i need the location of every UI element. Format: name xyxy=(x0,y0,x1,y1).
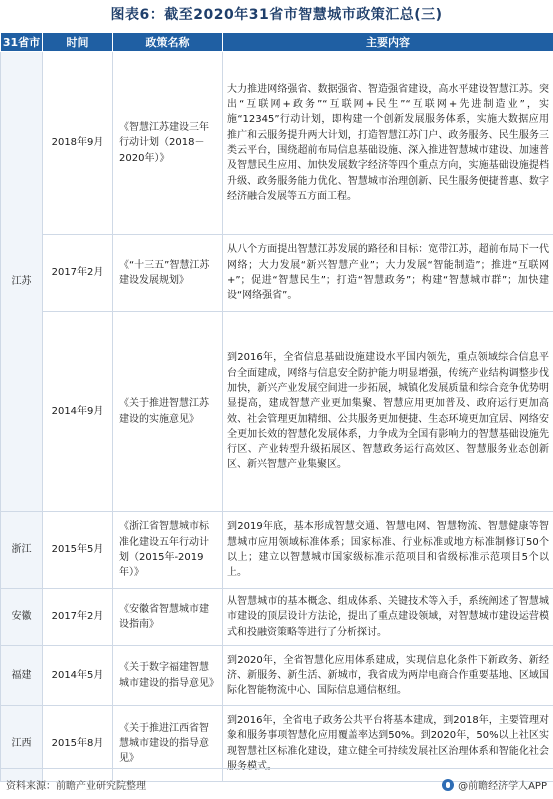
policy-name-cell: 《安徽省智慧城市建设指南》 xyxy=(113,589,223,646)
policy-name-cell: 《浙江省智慧城市标准化建设五年行动计划（2015年-2019年）》 xyxy=(113,512,223,589)
content-cell: 大力推进网络强省、数据强省、智造强省建设，高水平建设智慧江苏。突出“互联网+政务”“互联网+民生”“互联网+先进制造业”，实施“12345”行动计划，即构建一个创新发展服务体系，实施大数据应用推广和云服务提升两大计划，打造智慧江苏门户、政务服务、民生服务三类云平台，围绕超前布局信息基础设施、深入推进智慧城市建设、加速普及智慧民生应用、加快发展数字经济等四个重点方向，实施基础设施提档升级、政务服务能力优化、智慧城市治理创新、民生服务便捷普惠、数字经济融合发展等五方面工程。 xyxy=(223,52,553,235)
date-cell: 2018年9月 xyxy=(43,52,113,235)
date-cell: 2017年2月 xyxy=(43,235,113,312)
table-row xyxy=(1,589,553,646)
content-cell: 从八个方面提出智慧江苏发展的路径和目标：宽带江苏，超前布局下一代网络；大力发展“新兴智慧产业”；大力发展“智能制造”；推进“互联网+”；促进“智慧民生”；打造“智慧政务”；构建“智慧城市群”；加快建设“网络强省”。 xyxy=(223,235,553,312)
header-date: 时间 xyxy=(43,33,113,52)
content-cell: 到2016年，全省电子政务公共平台将基本建成，到2018年，主要管理对象和服务事项智慧化应用覆盖率达到50%。到2020年，50%以上社区实现智慧社区标准化建设，建立健全可持续发展社区治理体系和智能化社会服务模式。 xyxy=(223,706,553,782)
policy-name-cell: 《“十三五”智慧江苏建设发展规划》 xyxy=(113,235,223,312)
source-note: 资料来源：前瞻产业研究院整理 xyxy=(6,777,146,792)
header-policy-name: 政策名称 xyxy=(113,33,223,52)
policy-name-cell: 《关于数字福建智慧城市建设的指导意见》 xyxy=(113,646,223,706)
policy-name-cell: 《智慧江苏建设三年行动计划（2018－2020年）》 xyxy=(113,52,223,235)
content-cell: 到2016年，全省信息基础设施建设水平国内领先，重点领域综合信息平台全面建成，网络与信息安全防护能力明显增强，传统产业结构调整步伐加快，新兴产业发展空间进一步拓展，城镇化发展质量和综合竞争优势明显提高，建成智慧产业更加集聚、智慧应用更加普及、政府运行更加高效、社会管理更加精细、公共服务更加便捷、生态环境更加宜居、网络安全更加长效的智慧化发展体系，力争成为全国有影响力的智慧基础设施先行区、产业转型升级拓展区、智慧政务运行高效区、智慧服务业态创新区、新兴智慧产业集聚区。 xyxy=(223,312,553,512)
date-cell: 2014年9月 xyxy=(43,312,113,512)
brand xyxy=(442,777,547,792)
table-row xyxy=(1,235,553,312)
content-cell: 从智慧城市的基本概念、组成体系、关键技术等入手，系统阐述了智慧城市建设的顶层设计方法论，提出了重点建设领域，对智慧城市建设运营模式和投融资策略等进行了分析探讨。 xyxy=(223,589,553,646)
policy-name-cell: 《关于推进智慧江苏建设的实施意见》 xyxy=(113,312,223,512)
date-cell: 2014年5月 xyxy=(43,646,113,706)
page-title: 图表6：截至2020年31省市智慧城市政策汇总(三) xyxy=(0,0,553,30)
table-row xyxy=(1,52,553,235)
date-cell: 2017年2月 xyxy=(43,589,113,646)
policy-table xyxy=(0,32,553,782)
policy-name-cell: 《关于推进江西省智慧城市建设的指导意见》 xyxy=(113,706,223,782)
province-cell: 浙江 xyxy=(1,512,43,589)
content-cell: 到2019年底，基本形成智慧交通、智慧电网、智慧物流、智慧健康等智慧城市应用领域标准体系；国家标准、行业标准或地方标准制修订50个以上；建立以智慧城市国家级标准示范项目和省级标准示范项目5个以上。 xyxy=(223,512,553,589)
brand-label: @前瞻经济学人APP xyxy=(458,777,547,792)
table-row xyxy=(1,646,553,706)
date-cell: 2015年5月 xyxy=(43,512,113,589)
province-cell: 江苏 xyxy=(1,52,43,512)
qianzhan-logo-icon xyxy=(442,779,454,791)
header-province: 31省市 xyxy=(1,33,43,52)
province-cell: 福建 xyxy=(1,646,43,706)
table-row xyxy=(1,312,553,512)
table-header-row xyxy=(1,33,553,52)
header-main-content: 主要内容 xyxy=(223,33,553,52)
province-cell: 江西 xyxy=(1,706,43,782)
content-cell: 到2020年，全省智慧化应用体系建成，实现信息化条件下新政务、新经济、新服务、新生活、新城市，我省成为两岸电商合作重要基地、区域国际化智能物流中心、国际信息通信枢纽。 xyxy=(223,646,553,706)
footer xyxy=(0,768,553,799)
table-row xyxy=(1,512,553,589)
date-cell: 2015年8月 xyxy=(43,706,113,782)
province-cell: 安徽 xyxy=(1,589,43,646)
